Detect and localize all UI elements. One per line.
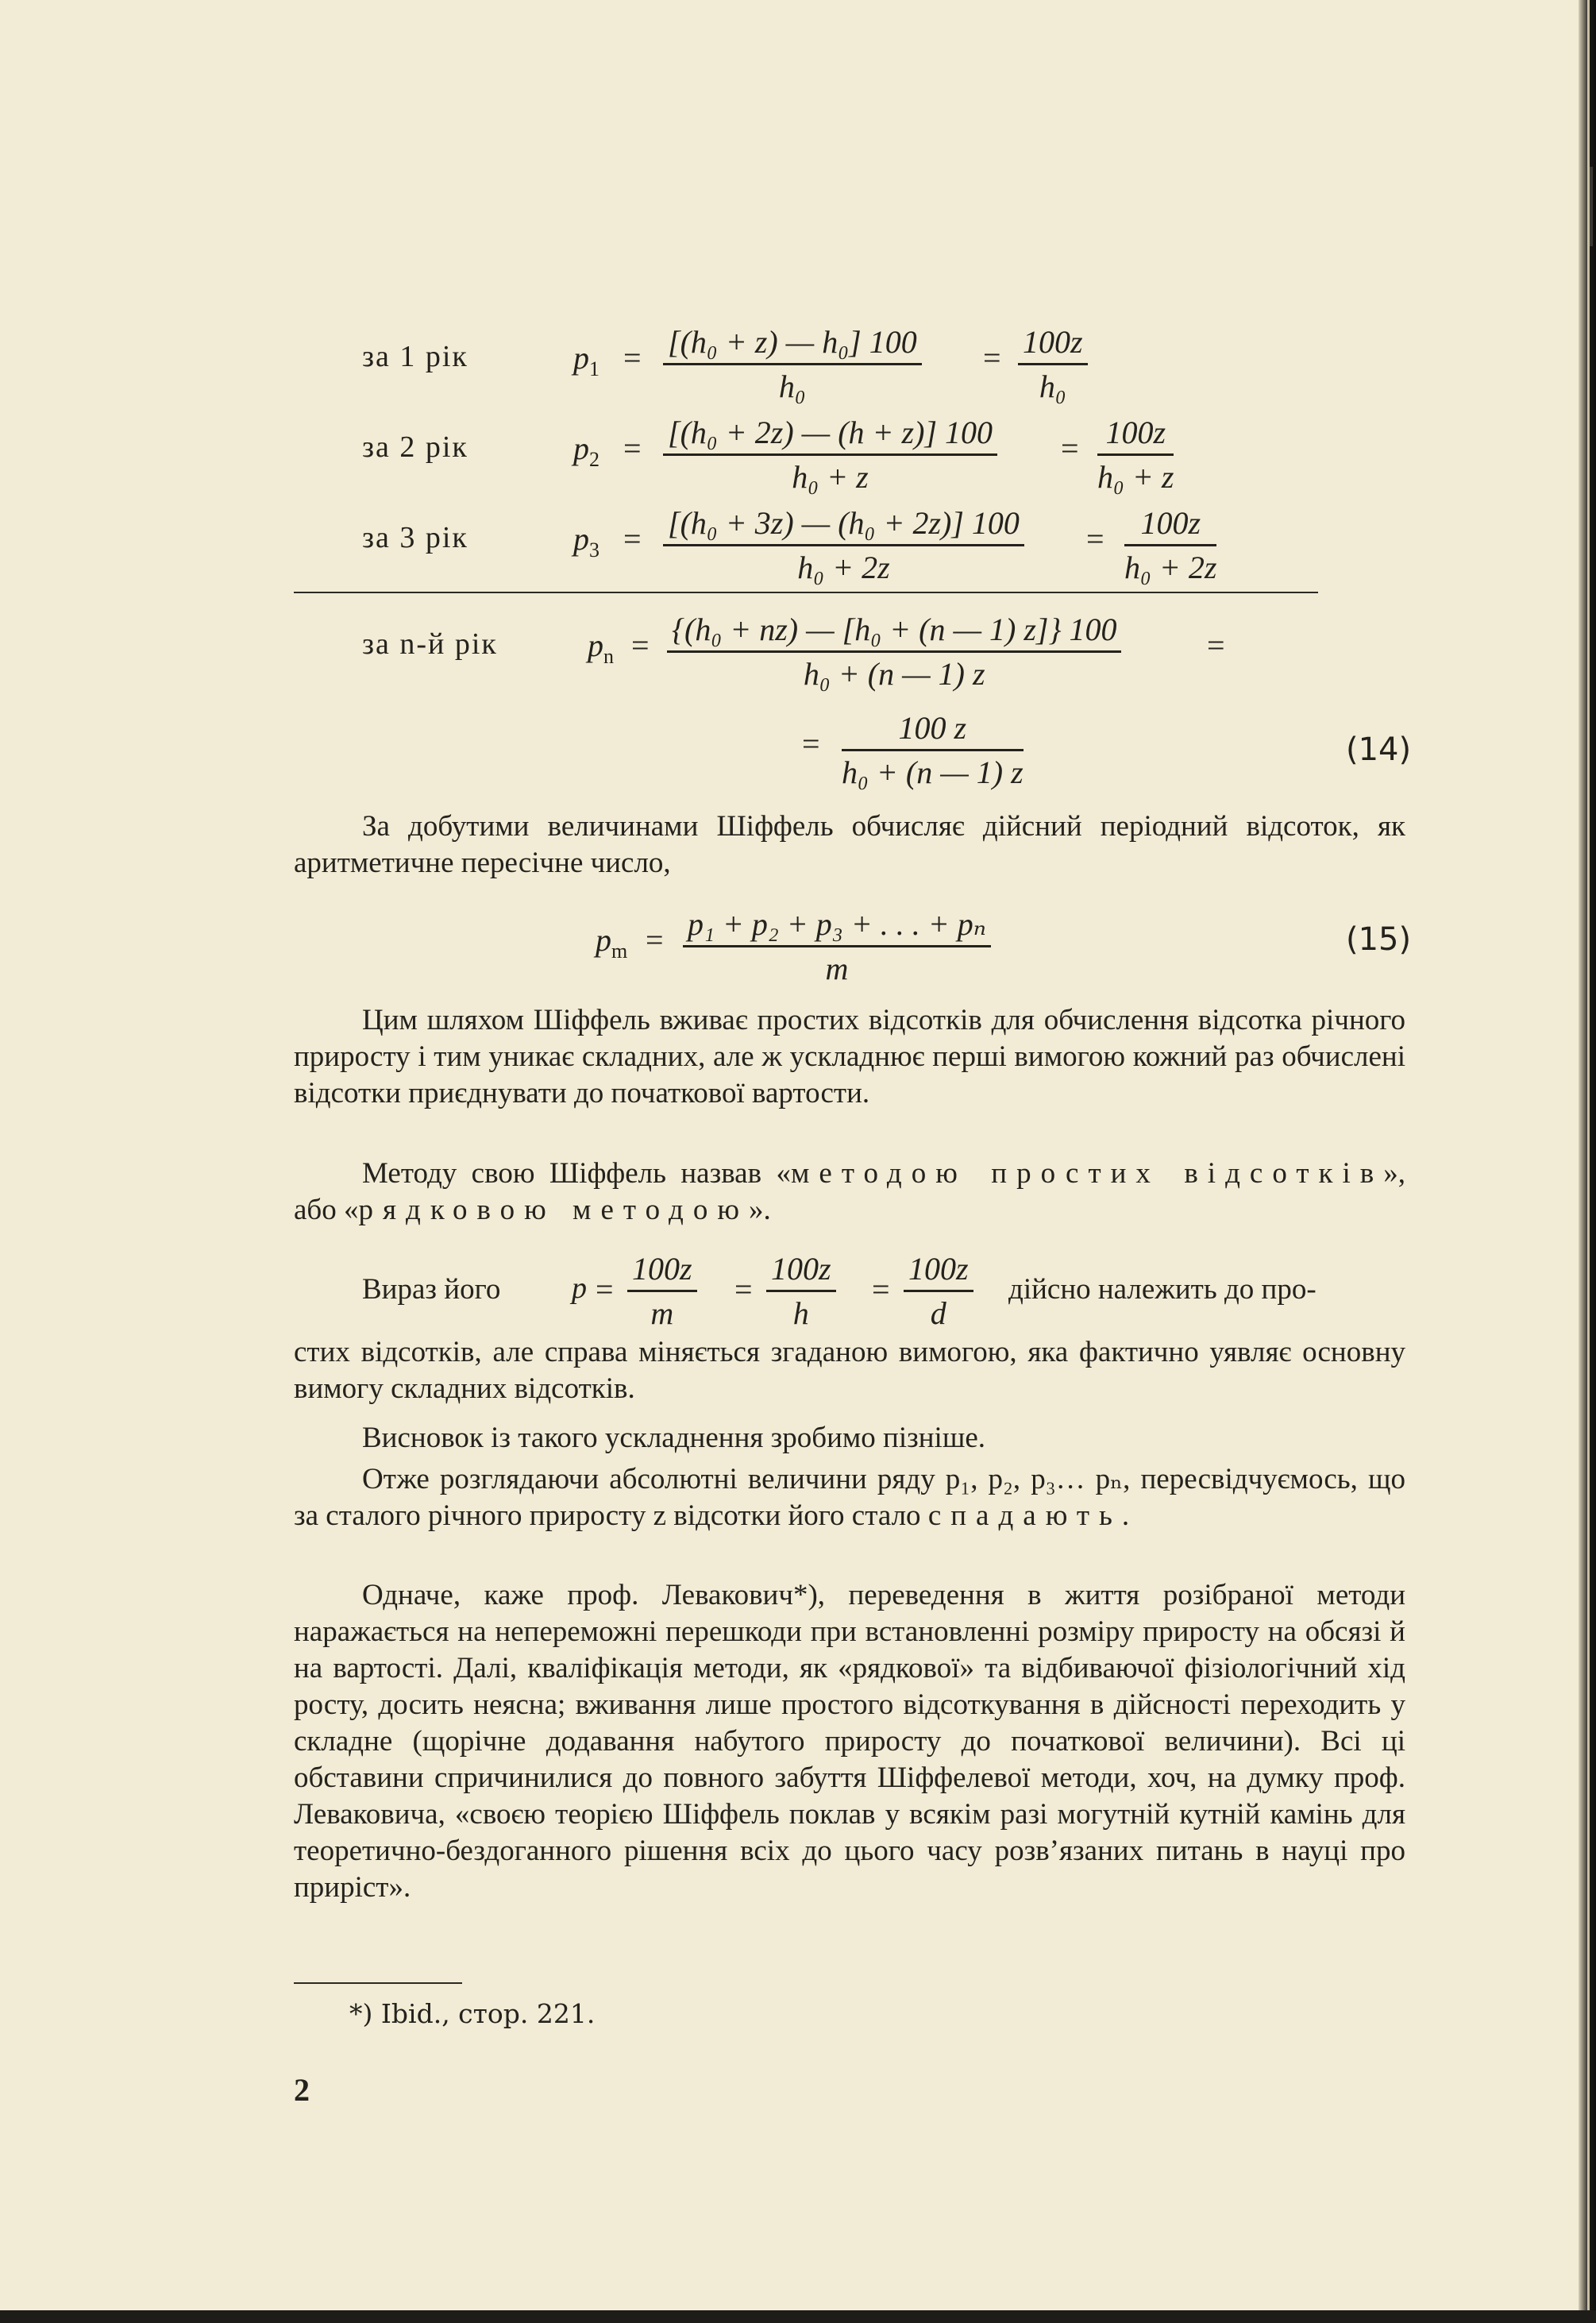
spaced-term: спадають	[927, 1499, 1122, 1532]
denominator: h₀ + z	[792, 459, 869, 495]
numerator: 100z	[904, 1248, 973, 1292]
footnote-divider	[294, 1982, 462, 1984]
numerator: 100 z	[842, 708, 1024, 751]
equation-number: (15)	[1346, 921, 1412, 958]
inline-text: дійсно належить до про-	[1008, 1273, 1317, 1306]
denominator: m	[825, 951, 849, 986]
formula-lhs: $p_1$	[573, 340, 599, 380]
margin-mark	[1590, 167, 1593, 246]
denominator: h₀ + z	[1097, 459, 1174, 495]
spaced-term: рядковою методою	[358, 1194, 749, 1226]
row-label: за 2 рік	[362, 430, 468, 464]
denominator: h₀ + (n — 1) z	[842, 754, 1024, 790]
paragraph-2	[294, 1002, 1405, 1112]
numerator: 100z	[766, 1248, 836, 1292]
paragraph-8	[294, 1577, 1405, 1906]
fraction	[1018, 322, 1088, 408]
paragraph-6	[294, 1420, 1405, 1457]
paragraph-1	[294, 808, 1405, 882]
footnote: *) Ibid., стор. 221.	[349, 1998, 596, 2029]
equals-sign: =	[623, 430, 642, 466]
fraction	[663, 503, 1024, 589]
numerator: p₁ + p₂ + p₃ + . . . + pₙ	[683, 904, 991, 947]
formula-lhs: $p_3$	[573, 521, 599, 561]
equals-sign: =	[802, 726, 820, 762]
numerator: [(h₀ + z) — h₀] 100	[663, 322, 922, 365]
numerator: {(h₀ + nz) — [h₀ + (n — 1) z]} 100	[667, 609, 1121, 653]
paragraph-text: За добутими величинами Шіффель обчисляє дійсний періодний відсоток, як аритметичне пересічне число,	[294, 810, 1405, 879]
fraction	[663, 412, 997, 499]
inline-formula-line	[294, 1248, 1405, 1336]
page-edge-line	[1587, 0, 1590, 2323]
inline-text: Вираз його	[362, 1273, 501, 1306]
numerator: [(h₀ + 2z) — (h + z)] 100	[663, 412, 997, 456]
fraction	[842, 708, 1024, 794]
paragraph-text: Одначе, каже проф. Левакович*), переведення в життя розібраної методи наражається на непереможні перешкоди при встановленні розміру приросту на обсязі й на вартості. Далі, кваліфікація методи, як «рядкової» та відбиваючої фізіологічний хід росту, досить неясна; вживання лише простого відсоткування в дійсності переходить у складне (щорічне додавання набутого приросту до початкової величини). Всі ці обставини спричинилися до повного забуття Шіффелевої методи, хоч, на думку проф. Леваковича, «своєю теорією Шіффель поклав у всякім разі могутній кутній камінь для теоретично-бездоганного рішення всіх до цього часу розв’язаних питань в науці про приріст».	[294, 1579, 1405, 1904]
equals-sign: =	[646, 922, 664, 958]
equals-sign: =	[623, 521, 642, 557]
numerator: 100z	[627, 1248, 697, 1292]
row-label: за 1 рік	[362, 340, 468, 373]
equation-number: (14)	[1346, 731, 1412, 768]
formula-divider	[294, 592, 1318, 593]
paragraph-7	[294, 1461, 1405, 1534]
fraction	[627, 1248, 697, 1335]
paragraph-text: Висновок із такого ускладнення зробимо пізніше.	[362, 1422, 985, 1454]
denominator: m	[650, 1295, 674, 1331]
equals-sign: =	[983, 340, 1001, 376]
denominator: h₀ + 2z	[797, 550, 890, 585]
equals-sign: =	[631, 627, 650, 663]
row-label: за 3 рік	[362, 521, 468, 554]
formula-lhs: $p_m$	[596, 922, 628, 963]
spaced-term: методою простих відсотків	[790, 1157, 1384, 1190]
denominator: h₀	[778, 369, 806, 404]
paragraph-5	[294, 1334, 1405, 1407]
formula-row-3	[294, 503, 1318, 590]
equals-sign: =	[623, 340, 642, 376]
bottom-edge-shadow	[0, 2310, 1596, 2323]
formula-row-n	[294, 609, 1318, 697]
formula-lhs: $p_n$	[588, 627, 614, 668]
numerator: 100z	[1018, 322, 1088, 365]
equals-sign: =	[1061, 430, 1079, 466]
numerator: 100z	[1124, 503, 1216, 546]
fraction	[667, 609, 1121, 696]
fraction	[683, 904, 991, 990]
numerator: [(h₀ + 3z) — (h₀ + 2z)] 100	[663, 503, 1024, 546]
equals-sign: =	[1086, 521, 1104, 557]
fraction	[904, 1248, 973, 1335]
denominator: d	[930, 1295, 946, 1331]
paragraph-text: стих відсотків, але справа міняється згаданою вимогою, яка фактично уявляє основну вимогу складних відсотків.	[294, 1336, 1405, 1405]
formula-row-2	[294, 412, 1318, 500]
paragraph-3	[294, 1156, 1405, 1229]
paragraph-text: Отже розглядаючи абсолютні величини ряду p₁, p₂, p₃… pₙ, пересвідчуємось, що за сталого річного приросту z відсотки його стало спадають.	[294, 1463, 1405, 1532]
denominator: h₀	[1039, 369, 1066, 404]
equals-sign: =	[734, 1271, 753, 1307]
paragraph-text: Цим шляхом Шіффель вживає простих відсотків для обчислення відсотка річного приросту і тим уникає складних, але ж ускладнює перші вимогою кожний раз обчислені відсотки приєднувати до початкової вартости.	[294, 1004, 1405, 1109]
equals-sign: =	[596, 1271, 614, 1307]
denominator: h₀ + 2z	[1124, 550, 1217, 585]
numerator: 100z	[1097, 412, 1174, 456]
formula-lhs: $p_2$	[573, 430, 599, 471]
row-label: за n-й рік	[362, 627, 498, 661]
formula-row-1	[294, 322, 1318, 409]
denominator: h₀ + (n — 1) z	[803, 656, 985, 692]
paragraph-text: Методу свою Шіффель назвав «методою простих відсотків», або «рядковою методою».	[294, 1157, 1405, 1226]
equals-sign: =	[1207, 627, 1225, 663]
equals-sign: =	[872, 1271, 890, 1307]
fraction	[1124, 503, 1216, 589]
fraction	[663, 322, 922, 408]
fraction	[766, 1248, 836, 1335]
formula-mean	[294, 904, 1412, 991]
denominator: h	[792, 1295, 809, 1331]
page-number: 2	[294, 2072, 310, 2108]
fraction	[1097, 412, 1174, 499]
formula-lhs: p	[572, 1271, 587, 1305]
formula-row-n-result	[294, 708, 1412, 795]
